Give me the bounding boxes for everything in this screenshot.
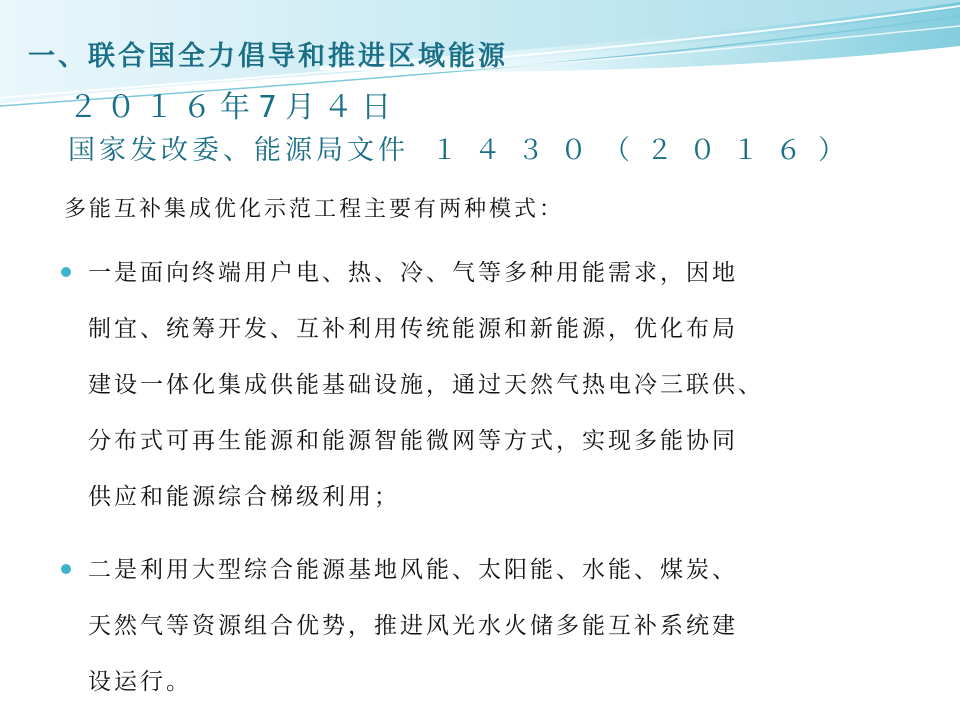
bullet-dot-icon <box>61 267 71 277</box>
bullet-line: 分布式可再生能源和能源智能微网等方式，实现多能协同 <box>88 428 738 454</box>
bullet-line: 制宜、统筹开发、互补利用传统能源和新能源，优化布局 <box>88 316 738 342</box>
bullet-item-mode-2 <box>88 542 918 710</box>
slide-title: 一、联合国全力倡导和推进区域能源 <box>28 41 508 72</box>
document-date: ２０１６年7月４日 <box>68 90 400 125</box>
bullet-line: 天然气等资源组合优势，推进风光水火储多能互补系统建 <box>88 613 738 639</box>
bullet-dot-icon <box>61 564 71 574</box>
bullet-line: 二是利用大型综合能源基地风能、太阳能、水能、煤炭、 <box>88 557 738 583</box>
bullet-line: 建设一体化集成供能基础设施，通过天然气热电冷三联供、 <box>88 372 764 398</box>
document-issuer: 国家发改委、能源局文件 <box>68 135 409 166</box>
document-number: １４３０（２０１６） <box>431 135 861 166</box>
intro-text: 多能互补集成优化示范工程主要有两种模式： <box>64 197 565 222</box>
document-reference <box>68 128 861 167</box>
bullet-item-mode-1 <box>88 245 918 525</box>
bullet-line: 一是面向终端用户电、热、冷、气等多种用能需求，因地 <box>88 260 738 286</box>
bullet-line: 供应和能源综合梯级利用； <box>88 484 400 510</box>
bullet-line: 设运行。 <box>88 669 192 695</box>
